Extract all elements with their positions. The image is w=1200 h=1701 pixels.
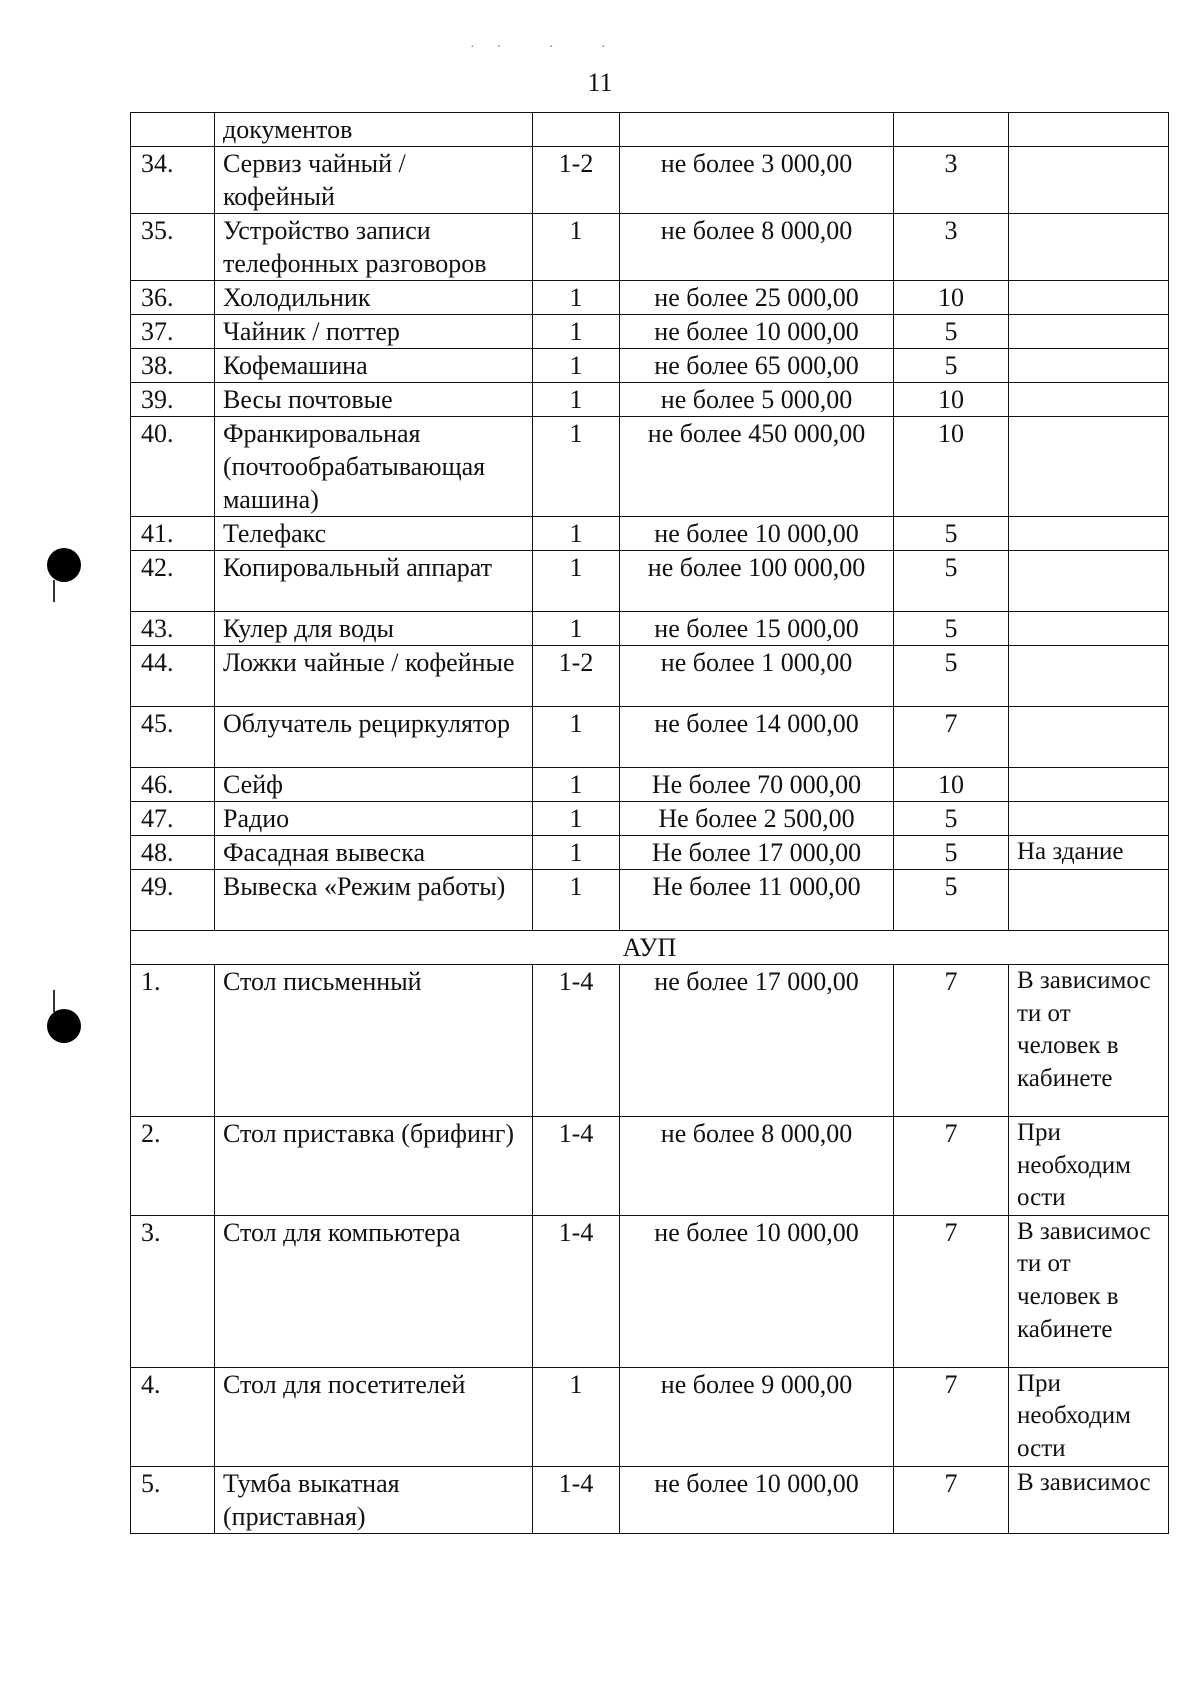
note <box>1009 768 1169 802</box>
equipment-table <box>130 112 1169 1534</box>
row-number: 34. <box>131 147 215 214</box>
max-price: Не более 17 000,00 <box>620 836 894 870</box>
row-number: 38. <box>131 349 215 383</box>
page-number: 11 <box>587 68 613 97</box>
row-number <box>131 113 215 147</box>
row-number: 5. <box>131 1466 215 1533</box>
max-price: не более 8 000,00 <box>620 1117 894 1216</box>
table-body-top <box>131 113 1169 931</box>
service-years: 5 <box>894 517 1009 551</box>
max-price: не более 100 000,00 <box>620 551 894 612</box>
quantity: 1-4 <box>533 1215 620 1367</box>
item-name: Кофемашина <box>215 349 533 383</box>
row-number: 36. <box>131 281 215 315</box>
quantity: 1 <box>533 417 620 517</box>
quantity: 1 <box>533 768 620 802</box>
max-price: не более 8 000,00 <box>620 214 894 281</box>
item-name: Стол приставка (брифинг) <box>215 1117 533 1216</box>
service-years: 5 <box>894 551 1009 612</box>
table-row <box>131 349 1169 383</box>
quantity: 1-4 <box>533 1117 620 1216</box>
row-number: 47. <box>131 802 215 836</box>
item-name: Стол для посетителей <box>215 1367 533 1466</box>
quantity: 1-4 <box>533 1466 620 1533</box>
quantity: 1 <box>533 214 620 281</box>
table-body-bottom <box>131 965 1169 1534</box>
row-number: 41. <box>131 517 215 551</box>
service-years: 7 <box>894 1117 1009 1216</box>
note <box>1009 113 1169 147</box>
table-row <box>131 315 1169 349</box>
row-number: 35. <box>131 214 215 281</box>
item-name: Сейф <box>215 768 533 802</box>
max-price: не более 3 000,00 <box>620 147 894 214</box>
note <box>1009 417 1169 517</box>
quantity: 1 <box>533 281 620 315</box>
punch-hole-mark <box>53 990 55 1012</box>
note: В зависимос ти от человек в кабинете <box>1009 1215 1169 1367</box>
item-name: Вывеска «Режим работы) <box>215 870 533 931</box>
item-name: Холодильник <box>215 281 533 315</box>
quantity <box>533 113 620 147</box>
max-price: не более 10 000,00 <box>620 1466 894 1533</box>
max-price: Не более 11 000,00 <box>620 870 894 931</box>
quantity: 1 <box>533 315 620 349</box>
table-row <box>131 517 1169 551</box>
max-price <box>620 113 894 147</box>
service-years: 5 <box>894 315 1009 349</box>
row-number: 46. <box>131 768 215 802</box>
quantity: 1-2 <box>533 646 620 707</box>
table-section <box>131 931 1169 965</box>
table-row <box>131 1466 1169 1533</box>
max-price: не более 25 000,00 <box>620 281 894 315</box>
service-years: 5 <box>894 646 1009 707</box>
max-price: не более 10 000,00 <box>620 1215 894 1367</box>
note <box>1009 517 1169 551</box>
max-price: не более 14 000,00 <box>620 707 894 768</box>
note <box>1009 315 1169 349</box>
quantity: 1 <box>533 349 620 383</box>
row-number: 3. <box>131 1215 215 1367</box>
item-name: Устройство записи телефонных разговоров <box>215 214 533 281</box>
service-years: 10 <box>894 383 1009 417</box>
note <box>1009 707 1169 768</box>
service-years: 5 <box>894 870 1009 931</box>
row-number: 42. <box>131 551 215 612</box>
row-number: 2. <box>131 1117 215 1216</box>
service-years: 10 <box>894 417 1009 517</box>
max-price: не более 1 000,00 <box>620 646 894 707</box>
note <box>1009 646 1169 707</box>
note <box>1009 383 1169 417</box>
table-row <box>131 768 1169 802</box>
table-row <box>131 214 1169 281</box>
note: При необходим ости <box>1009 1117 1169 1216</box>
service-years: 7 <box>894 965 1009 1117</box>
quantity: 1 <box>533 836 620 870</box>
table-row <box>131 1215 1169 1367</box>
section-title: АУП <box>131 931 1169 965</box>
section-row <box>131 931 1169 965</box>
quantity: 1 <box>533 551 620 612</box>
service-years: 10 <box>894 768 1009 802</box>
row-number: 48. <box>131 836 215 870</box>
note: На здание <box>1009 836 1169 870</box>
item-name: Стол для компьютера <box>215 1215 533 1367</box>
note: В зависимос <box>1009 1466 1169 1533</box>
max-price: не более 10 000,00 <box>620 517 894 551</box>
table-row <box>131 113 1169 147</box>
row-number: 4. <box>131 1367 215 1466</box>
table-row <box>131 1117 1169 1216</box>
note <box>1009 281 1169 315</box>
item-name: Тумба выкатная (приставная) <box>215 1466 533 1533</box>
quantity: 1 <box>533 802 620 836</box>
punch-hole <box>47 1009 81 1043</box>
table-row <box>131 646 1169 707</box>
note: В зависимос ти от человек в кабинете <box>1009 965 1169 1117</box>
item-name: Копировальный аппарат <box>215 551 533 612</box>
item-name: Фасадная вывеска <box>215 836 533 870</box>
max-price: Не более 2 500,00 <box>620 802 894 836</box>
table-row <box>131 802 1169 836</box>
item-name: Сервиз чайный / кофейный <box>215 147 533 214</box>
table-row <box>131 281 1169 315</box>
row-number: 39. <box>131 383 215 417</box>
quantity: 1 <box>533 1367 620 1466</box>
row-number: 37. <box>131 315 215 349</box>
note <box>1009 612 1169 646</box>
punch-hole-mark <box>53 580 55 602</box>
row-number: 1. <box>131 965 215 1117</box>
scan-specks: ·· · · <box>470 40 628 55</box>
max-price: не более 65 000,00 <box>620 349 894 383</box>
quantity: 1 <box>533 517 620 551</box>
table-row <box>131 965 1169 1117</box>
row-number: 40. <box>131 417 215 517</box>
quantity: 1 <box>533 870 620 931</box>
service-years: 5 <box>894 612 1009 646</box>
note <box>1009 551 1169 612</box>
max-price: не более 5 000,00 <box>620 383 894 417</box>
item-name: Весы почтовые <box>215 383 533 417</box>
table-row <box>131 417 1169 517</box>
quantity: 1-4 <box>533 965 620 1117</box>
note <box>1009 802 1169 836</box>
table-row <box>131 707 1169 768</box>
service-years: 5 <box>894 349 1009 383</box>
table-row <box>131 1367 1169 1466</box>
punch-hole <box>47 548 81 582</box>
item-name: Облучатель рециркулятор <box>215 707 533 768</box>
note <box>1009 349 1169 383</box>
max-price: Не более 70 000,00 <box>620 768 894 802</box>
table-row <box>131 836 1169 870</box>
table-row <box>131 612 1169 646</box>
service-years <box>894 113 1009 147</box>
item-name: Радио <box>215 802 533 836</box>
service-years: 7 <box>894 707 1009 768</box>
note <box>1009 214 1169 281</box>
item-name: Франкировальная (почтообрабатывающая машина) <box>215 417 533 517</box>
note <box>1009 147 1169 214</box>
service-years: 7 <box>894 1466 1009 1533</box>
service-years: 5 <box>894 836 1009 870</box>
item-name: Телефакс <box>215 517 533 551</box>
note: При необходим ости <box>1009 1367 1169 1466</box>
quantity: 1 <box>533 612 620 646</box>
service-years: 5 <box>894 802 1009 836</box>
max-price: не более 9 000,00 <box>620 1367 894 1466</box>
item-name: Кулер для воды <box>215 612 533 646</box>
item-name: Чайник / поттер <box>215 315 533 349</box>
service-years: 10 <box>894 281 1009 315</box>
note <box>1009 870 1169 931</box>
service-years: 3 <box>894 214 1009 281</box>
max-price: не более 450 000,00 <box>620 417 894 517</box>
max-price: не более 10 000,00 <box>620 315 894 349</box>
quantity: 1-2 <box>533 147 620 214</box>
row-number: 45. <box>131 707 215 768</box>
service-years: 3 <box>894 147 1009 214</box>
quantity: 1 <box>533 707 620 768</box>
max-price: не более 17 000,00 <box>620 965 894 1117</box>
table-row <box>131 870 1169 931</box>
item-name: Стол письменный <box>215 965 533 1117</box>
table-row <box>131 383 1169 417</box>
service-years: 7 <box>894 1367 1009 1466</box>
max-price: не более 15 000,00 <box>620 612 894 646</box>
service-years: 7 <box>894 1215 1009 1367</box>
table-row <box>131 147 1169 214</box>
table-row <box>131 551 1169 612</box>
row-number: 44. <box>131 646 215 707</box>
item-name: Ложки чайные / кофейные <box>215 646 533 707</box>
row-number: 49. <box>131 870 215 931</box>
row-number: 43. <box>131 612 215 646</box>
quantity: 1 <box>533 383 620 417</box>
item-name: документов <box>215 113 533 147</box>
